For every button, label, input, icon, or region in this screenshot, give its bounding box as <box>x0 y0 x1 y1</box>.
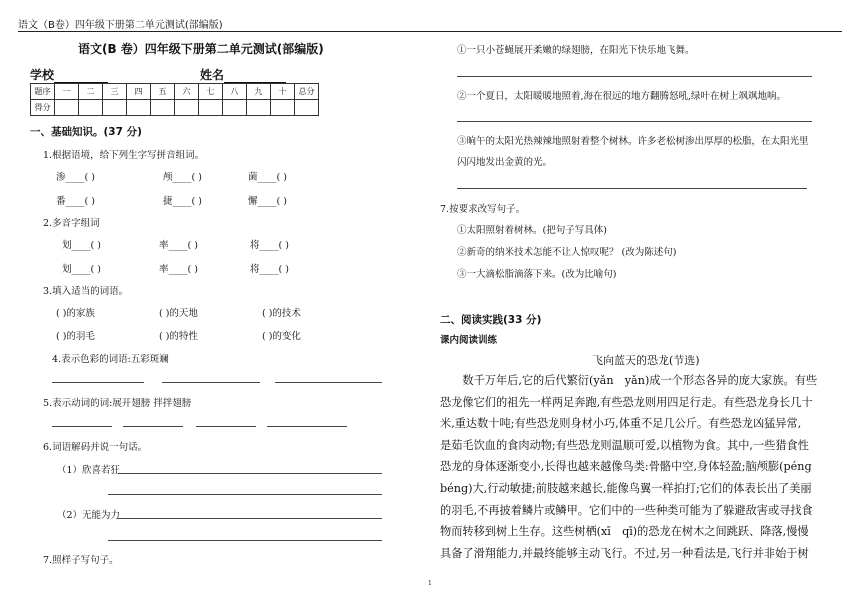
q2-prompt: 2.多音字组词 <box>43 218 100 229</box>
q6-item-2: （2）无能为力 <box>57 510 121 521</box>
q1-item[interactable]: 菌____( ) <box>248 172 287 183</box>
score-cell: 九 <box>247 84 271 100</box>
answer-line[interactable] <box>162 382 260 383</box>
example-sentence-2: ②一个夏日，太阳暖暖地照着,海在很远的地方翻腾怒吼,绿叶在树上飒飒地响。 <box>457 91 787 102</box>
header-rule <box>18 31 842 32</box>
answer-line[interactable] <box>108 540 382 541</box>
section-2-heading: 二、阅读实践(33 分) <box>440 314 542 326</box>
name-blank[interactable] <box>224 70 286 83</box>
answer-line[interactable] <box>275 382 382 383</box>
q3-item[interactable]: ( )的特性 <box>159 331 198 342</box>
q3-item[interactable]: ( )的家族 <box>56 308 95 319</box>
score-cell: 总分 <box>295 84 319 100</box>
q7b-item-2: ②新奇的纳米技术怎能不让人惊叹呢？ (改为陈述句) <box>457 247 677 258</box>
passage-line: béng)大,行动敏捷;前肢越来越长,能像鸟翼一样拍打;它们的体表长出了美丽 <box>440 481 812 495</box>
example-sentence-3a: ③晌午的太阳光热辣辣地照射着整个树林。许多老松树渗出厚厚的松脂，在太阳光里 <box>457 136 809 147</box>
school-field <box>30 66 108 83</box>
score-cell: 一 <box>55 84 79 100</box>
score-cell: 六 <box>175 84 199 100</box>
q2-item[interactable]: 率____( ) <box>159 240 198 251</box>
q1-prompt: 1.根据语境，给下列生字写拼音组词。 <box>43 150 205 161</box>
q5-prompt: 5.表示动词的词:展开翅膀 拌拌翅膀 <box>43 398 192 409</box>
passage-line: 物而转移到树上生存。这些树栖(xī qī)的恐龙在树木之间跳跃、降落,慢慢 <box>440 525 809 539</box>
score-input-cell[interactable] <box>103 100 127 116</box>
score-cell: 五 <box>151 84 175 100</box>
q1-item[interactable]: 番____( ) <box>56 196 95 207</box>
score-input-cell[interactable] <box>271 100 295 116</box>
answer-line[interactable] <box>118 473 382 474</box>
q1-item[interactable]: 渗____( ) <box>56 172 95 183</box>
answer-line[interactable] <box>457 121 812 122</box>
example-sentence-1: ①一只小苍蝇展开柔嫩的绿翅膀，在阳光下快乐地飞舞。 <box>457 45 695 56</box>
passage-line: 米,重达数十吨;有些恐龙则身材小巧,体重不足几公斤。有些恐龙凶猛异常, <box>440 417 802 431</box>
answer-line[interactable] <box>52 382 144 383</box>
q3-item[interactable]: ( )的变化 <box>262 331 301 342</box>
score-cell: 四 <box>127 84 151 100</box>
answer-line[interactable] <box>118 518 382 519</box>
score-cell: 十 <box>271 84 295 100</box>
score-table <box>30 83 319 116</box>
answer-line[interactable] <box>457 76 812 77</box>
score-cell: 题序 <box>31 84 55 100</box>
score-table-header-row <box>31 84 319 100</box>
score-cell: 得分 <box>31 100 55 116</box>
section-1-heading: 一、基础知识。(37 分) <box>30 126 142 138</box>
page-number: 1 <box>428 580 432 587</box>
score-cell: 七 <box>199 84 223 100</box>
score-input-cell[interactable] <box>199 100 223 116</box>
q1-item[interactable]: 懈____( ) <box>248 196 287 207</box>
q7-prompt: 7.照样子写句子。 <box>43 555 119 566</box>
passage-line: 具备了滑翔能力,并最终能够主动飞行。不过,另一种看法是,飞行并非始于树 <box>440 546 809 560</box>
q3-item[interactable]: ( )的羽毛 <box>56 331 95 342</box>
score-input-cell[interactable] <box>151 100 175 116</box>
reading-passage <box>440 370 818 564</box>
q4-prompt: 4.表示色彩的词语:五彩斑斓 <box>52 354 169 365</box>
score-input-cell[interactable] <box>295 100 319 116</box>
q1-item[interactable]: 颅____( ) <box>163 172 202 183</box>
answer-line[interactable] <box>457 188 807 189</box>
q1-item[interactable]: 捷____( ) <box>163 196 202 207</box>
q6-prompt: 6.词语解码并说一句话。 <box>43 442 148 453</box>
q2-item[interactable]: 将____( ) <box>250 240 289 251</box>
score-input-cell[interactable] <box>127 100 151 116</box>
answer-line[interactable] <box>108 494 382 495</box>
answer-line[interactable] <box>196 426 256 427</box>
passage-line: 的羽毛,不再披着鳞片或鳞甲。它们中的一些种类可能为了躲避敌害或寻找食 <box>440 503 813 517</box>
example-sentence-3b: 闪闪地发出金黄的光。 <box>457 157 553 168</box>
answer-line[interactable] <box>123 426 183 427</box>
name-field <box>200 66 286 83</box>
name-label: 姓名 <box>200 68 225 82</box>
passage-line: 是茹毛饮血的食肉动物;有些恐龙则温顺可爱,以植物为食。其中,一些猎食性 <box>440 438 809 452</box>
score-input-cell[interactable] <box>175 100 199 116</box>
q6-item-1: （1）欣喜若狂 <box>57 465 121 476</box>
q2-item[interactable]: 率____( ) <box>159 264 198 275</box>
passage-line: 恐龙像它们的祖先一样两足奔跑,有些恐龙则用四足行走。有些恐龙身长几十 <box>440 395 813 409</box>
q2-item[interactable]: 划____( ) <box>62 240 101 251</box>
answer-line[interactable] <box>267 426 347 427</box>
passage-line: 数千万年后,它的后代繁衍(yǎn yǎn)成一个形态各异的庞大家族。有些 <box>440 374 818 387</box>
score-table-score-row <box>31 100 319 116</box>
q7b-item-1: ①太阳照射着树林。(把句子写具体) <box>457 225 607 236</box>
q2-item[interactable]: 将____( ) <box>250 264 289 275</box>
q3-item[interactable]: ( )的技术 <box>262 308 301 319</box>
score-input-cell[interactable] <box>79 100 103 116</box>
score-input-cell[interactable] <box>223 100 247 116</box>
score-input-cell[interactable] <box>55 100 79 116</box>
reading-title: 飞向蓝天的恐龙(节选) <box>592 354 700 367</box>
q7b-prompt: 7.按要求改写句子。 <box>440 204 526 215</box>
subsection-heading: 课内阅读训练 <box>440 335 498 346</box>
running-header: 语文（B卷）四年级下册第二单元测试(部编版) <box>18 20 223 31</box>
q7b-item-3: ③一大滴松脂滴落下来。(改为比喻句) <box>457 269 617 280</box>
q3-prompt: 3.填入适当的词语。 <box>43 286 129 297</box>
score-cell: 八 <box>223 84 247 100</box>
page-title: 语文(B 卷）四年级下册第二单元测试(部编版) <box>78 42 324 56</box>
score-cell: 二 <box>79 84 103 100</box>
passage-line: 恐龙的身体逐渐变小,长得也越来越像鸟类:骨骼中空,身体轻盈;脑颅膨(péng <box>440 460 812 474</box>
score-cell: 三 <box>103 84 127 100</box>
q2-item[interactable]: 划____( ) <box>62 264 101 275</box>
school-label: 学校 <box>30 68 55 82</box>
score-input-cell[interactable] <box>247 100 271 116</box>
q3-item[interactable]: ( )的天地 <box>159 308 198 319</box>
answer-line[interactable] <box>52 426 112 427</box>
school-blank[interactable] <box>54 70 108 83</box>
